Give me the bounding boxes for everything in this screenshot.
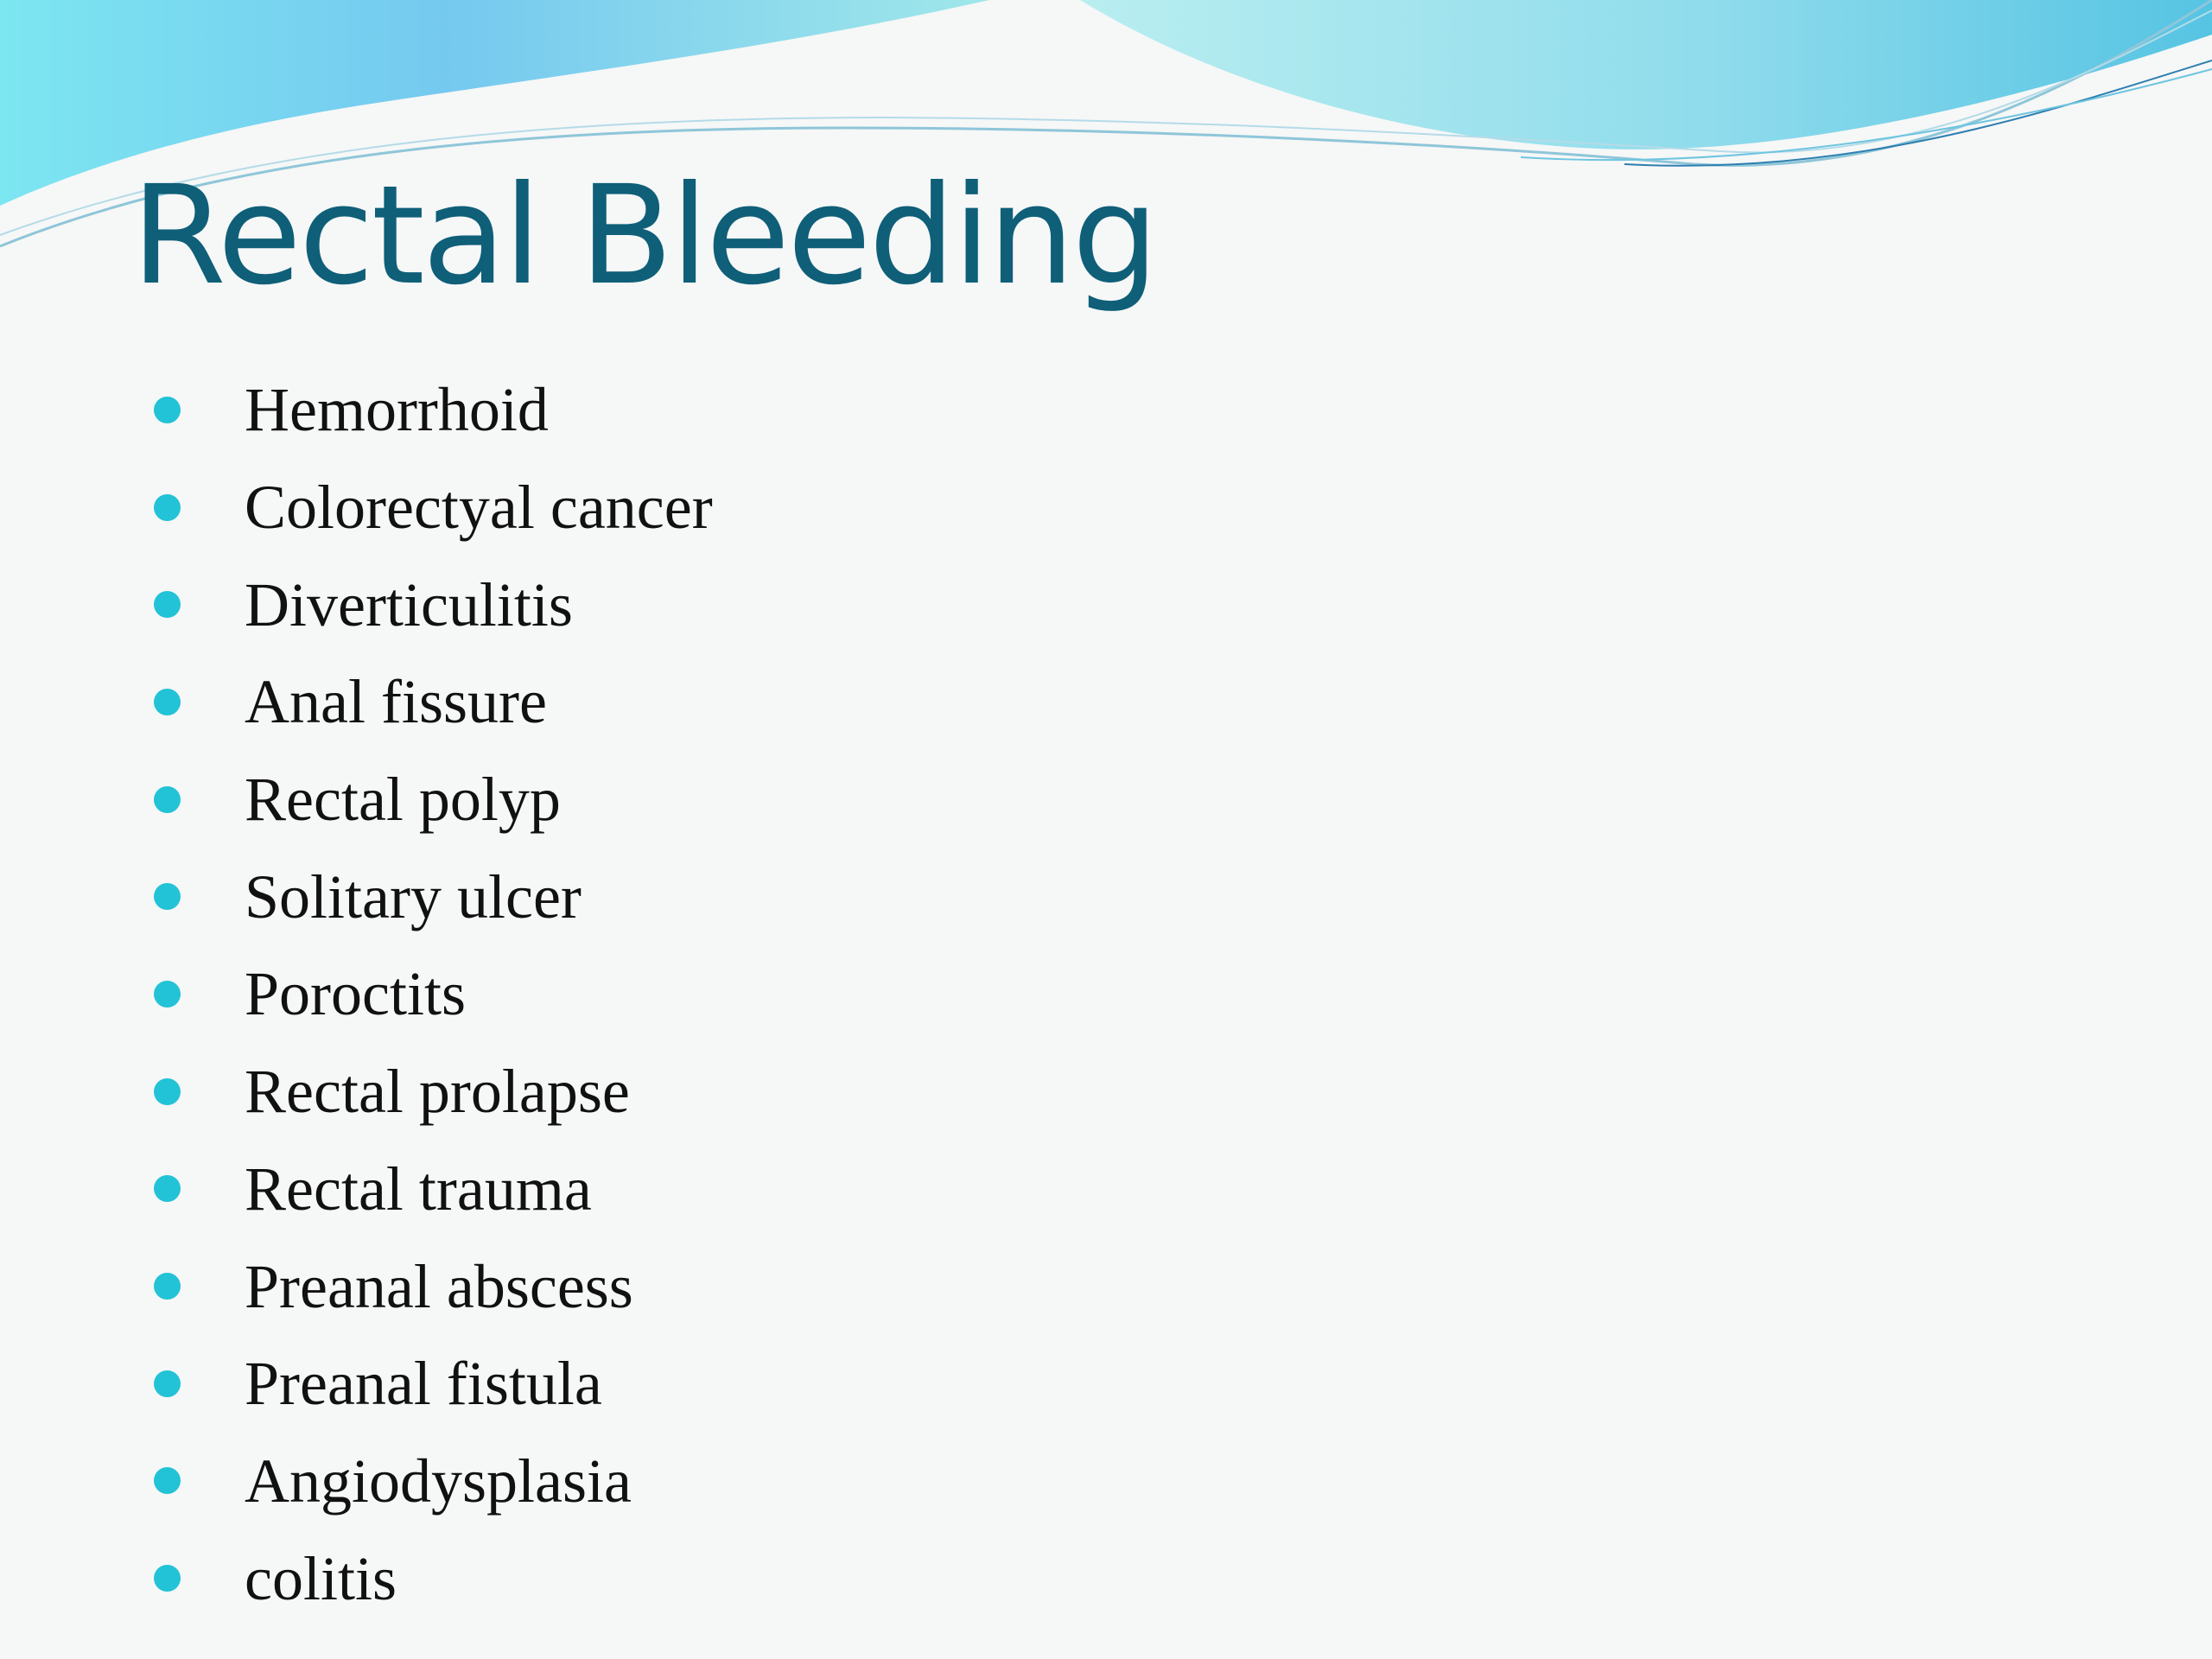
bullet-text: Angiodysplasia bbox=[245, 1446, 632, 1516]
bullet-text: Solitary ulcer bbox=[245, 861, 582, 931]
list-item bbox=[154, 1141, 713, 1238]
bullet-text: Diverticulitis bbox=[245, 569, 573, 639]
bullet-icon bbox=[154, 1273, 181, 1300]
list-item bbox=[154, 361, 713, 459]
bullet-text: Preanal fistula bbox=[245, 1349, 602, 1419]
bullet-text: Colorectyal cancer bbox=[245, 473, 713, 543]
bullet-text: Hemorrhoid bbox=[245, 375, 549, 445]
bullet-icon bbox=[154, 397, 181, 423]
list-item bbox=[154, 848, 713, 945]
bullet-icon bbox=[154, 1467, 181, 1494]
bullet-icon bbox=[154, 883, 181, 910]
bullet-icon bbox=[154, 689, 181, 715]
bullet-text: colitis bbox=[245, 1543, 397, 1613]
list-item bbox=[154, 1335, 713, 1433]
bullet-text: Preanal abscess bbox=[245, 1251, 633, 1321]
bullet-icon bbox=[154, 494, 181, 521]
bullet-icon bbox=[154, 786, 181, 813]
list-item bbox=[154, 1529, 713, 1627]
bullet-list bbox=[154, 361, 713, 1627]
list-item bbox=[154, 556, 713, 653]
slide-title: Rectal Bleeding bbox=[131, 156, 1156, 315]
bullet-text: Rectal prolapse bbox=[245, 1057, 630, 1127]
list-item bbox=[154, 945, 713, 1043]
list-item bbox=[154, 751, 713, 849]
bullet-icon bbox=[154, 591, 181, 618]
list-item bbox=[154, 1237, 713, 1335]
bullet-text: Rectal trauma bbox=[245, 1154, 592, 1224]
bullet-text: Rectal polyp bbox=[245, 765, 561, 835]
bullet-icon bbox=[154, 1078, 181, 1105]
bullet-text: Anal fissure bbox=[245, 667, 547, 737]
bullet-icon bbox=[154, 981, 181, 1007]
wave-right-band bbox=[1080, 0, 2212, 149]
bullet-text: Poroctits bbox=[245, 959, 467, 1029]
list-item bbox=[154, 1433, 713, 1530]
list-item bbox=[154, 653, 713, 751]
list-item bbox=[154, 1043, 713, 1141]
bullet-icon bbox=[154, 1565, 181, 1592]
bullet-icon bbox=[154, 1175, 181, 1202]
list-item bbox=[154, 459, 713, 556]
bullet-icon bbox=[154, 1370, 181, 1397]
